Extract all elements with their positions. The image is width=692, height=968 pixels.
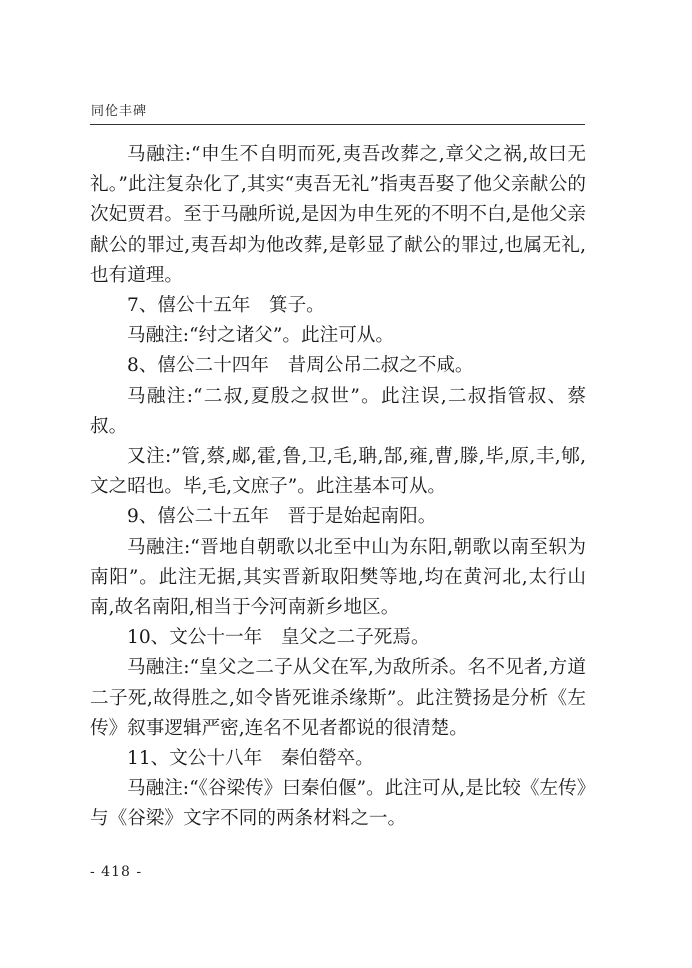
paragraph-ma-rong-9: 马融注:“晋地自朝歌以北至中山为东阳,朝歌以南至轵为南阳”。此注无据,其实晋新取阳樊等地,均在黄河北,太行山南,故名南阳,相当于今河南新乡地区。 [90, 536, 586, 619]
entry-heading-7: 7、僖公十五年 箕子。 [127, 295, 325, 317]
paragraph-ma-rong-7: 马融注:“纣之诸父”。此注可从。 [127, 325, 394, 347]
paragraph-ma-rong-11: 马融注:“《谷梁传》曰秦伯偃”。此注可从,是比较《左传》与《谷梁》文字不同的两条材料之一。 [90, 778, 586, 830]
paragraph-ma-rong-10: 马融注:“皇父之二子从父在军,为敌所杀。名不见者,方道二子死,故得胜之,如令皆死谁杀缘斯”。此注赞扬是分析《左传》叙事逻辑严密,连名不见者都说的很清楚。 [90, 657, 586, 739]
paragraph-also-note-8: 又注:”管,蔡,郕,霍,鲁,卫,毛,聃,郜,雍,曹,滕,毕,原,丰,郇,文之昭也。毕,毛,文庶子”。此注基本可从。 [90, 446, 586, 498]
entry-heading-9: 9、僖公二十五年 晋于是始起南阳。 [127, 506, 437, 528]
entry-heading-11: 11、文公十八年 秦伯罃卒。 [127, 748, 374, 770]
page-body [90, 140, 586, 835]
entry-heading-8: 8、僖公二十四年 昔周公吊二叔之不咸。 [127, 355, 474, 377]
header-rule [90, 124, 585, 125]
page-number: - 418 - [90, 864, 143, 880]
paragraph-ma-rong-8: 马融注:“二叔,夏殷之叔世”。此注误,二叔指管叔、蔡叔。 [90, 385, 586, 437]
entry-heading-10: 10、文公十一年 皇父之二子死焉。 [127, 627, 430, 649]
running-head-title: 同伦丰碑 [91, 104, 148, 119]
paragraph-1: 马融注:“申生不自明而死,夷吾改葬之,章父之祸,故曰无礼。”此注复杂化了,其实“夷吾无礼”指夷吾娶了他父亲献公的次妃贾君。至于马融所说,是因为申生死的不明不白,是他父亲献公的罪过,夷吾却为他改葬,是彰显了献公的罪过,也属无礼,也有道理。 [90, 144, 586, 286]
